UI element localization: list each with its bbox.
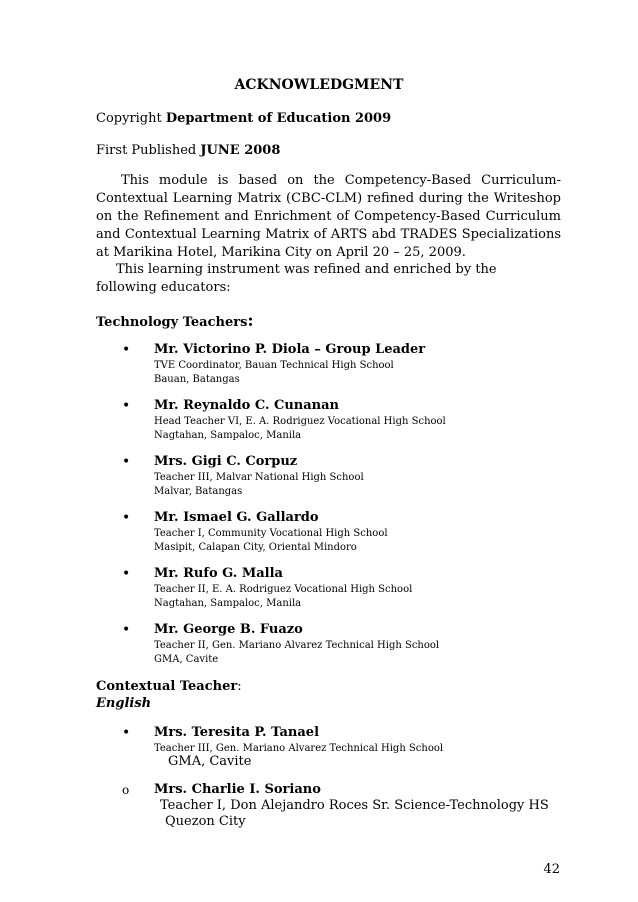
published-line — [96, 143, 280, 159]
teacher-name: Mrs. Teresita P. Tanael — [154, 725, 320, 740]
hollow-bullet-icon: o — [122, 783, 130, 797]
teacher-name: Mrs. Gigi C. Corpuz — [154, 454, 298, 469]
teacher-position: Head Teacher VI, E. A. Rodriguez Vocational High School — [154, 416, 446, 427]
teacher-location: Nagtahan, Sampaloc, Manila — [154, 430, 302, 441]
teacher-name: Mr. Reynaldo C. Cunanan — [154, 398, 339, 413]
teacher-position: Teacher II, Gen. Mariano Alvarez Technical High School — [154, 640, 440, 651]
teacher-position: Teacher III, Gen. Mariano Alvarez Technical High School — [154, 743, 444, 754]
bullet-icon: • — [122, 566, 131, 582]
teacher-position: Teacher I, Community Vocational High School — [154, 528, 388, 539]
technology-heading-colon: : — [247, 311, 254, 331]
intro-paragraph: This module is based on the Competency-Based Curriculum-Contextual Learning Matrix (CBC-CLM) refined during the Writeshop on the Refinement and Enrichment of Competency-Based Curriculum and Contextual Learning Matrix of ARTS abd TRADES Specializations at Marikina Hotel, Marikina City on April 20 – 25, 2009. — [96, 173, 561, 260]
contextual-teacher-heading — [96, 679, 242, 694]
bullet-icon: • — [122, 398, 131, 414]
teacher-location: Nagtahan, Sampaloc, Manila — [154, 598, 302, 609]
page-title: ACKNOWLEDGMENT — [234, 77, 404, 93]
bullet-icon: • — [122, 454, 131, 470]
teacher-name: Mr. Victorino P. Diola – Group Leader — [154, 342, 426, 357]
copyright-line — [96, 111, 391, 127]
teacher-location: Quezon City — [165, 814, 246, 829]
teacher-location: Malvar, Batangas — [154, 486, 243, 497]
teacher-name: Mrs. Charlie I. Soriano — [154, 782, 321, 797]
page-number: 42 — [543, 862, 560, 877]
educators-paragraph: This learning instrument was refined and enriched by the following educators: — [96, 262, 497, 295]
copyright-label: Copyright — [96, 111, 162, 126]
teacher-position: Teacher III, Malvar National High School — [154, 472, 364, 483]
teacher-position: Teacher I, Don Alejandro Roces Sr. Science-Technology HS — [160, 798, 549, 813]
contextual-heading-text: Contextual Teacher — [96, 679, 238, 694]
technology-teachers-heading — [96, 311, 254, 331]
contextual-heading-colon: : — [237, 679, 242, 694]
technology-heading-text: Technology Teachers — [96, 315, 248, 330]
teacher-location: Masipit, Calapan City, Oriental Mindoro — [154, 542, 357, 553]
bullet-icon: • — [122, 342, 131, 358]
teacher-name: Mr. Rufo G. Malla — [154, 566, 283, 581]
teacher-name: Mr. Ismael G. Gallardo — [154, 510, 319, 525]
teacher-position: Teacher II, E. A. Rodriguez Vocational High School — [154, 584, 413, 595]
bullet-icon: • — [122, 510, 131, 526]
published-label: First Published — [96, 143, 197, 158]
subject-label: English — [96, 696, 152, 711]
bullet-icon: • — [122, 725, 131, 741]
teacher-location: GMA, Cavite — [168, 754, 252, 769]
published-value: JUNE 2008 — [200, 143, 281, 158]
teacher-location: Bauan, Batangas — [154, 374, 240, 385]
copyright-value: Department of Education 2009 — [165, 111, 392, 126]
bullet-icon: • — [122, 622, 131, 638]
teacher-name: Mr. George B. Fuazo — [154, 622, 303, 637]
teacher-location: GMA, Cavite — [154, 654, 219, 665]
teacher-position: TVE Coordinator, Bauan Technical High School — [154, 360, 394, 371]
